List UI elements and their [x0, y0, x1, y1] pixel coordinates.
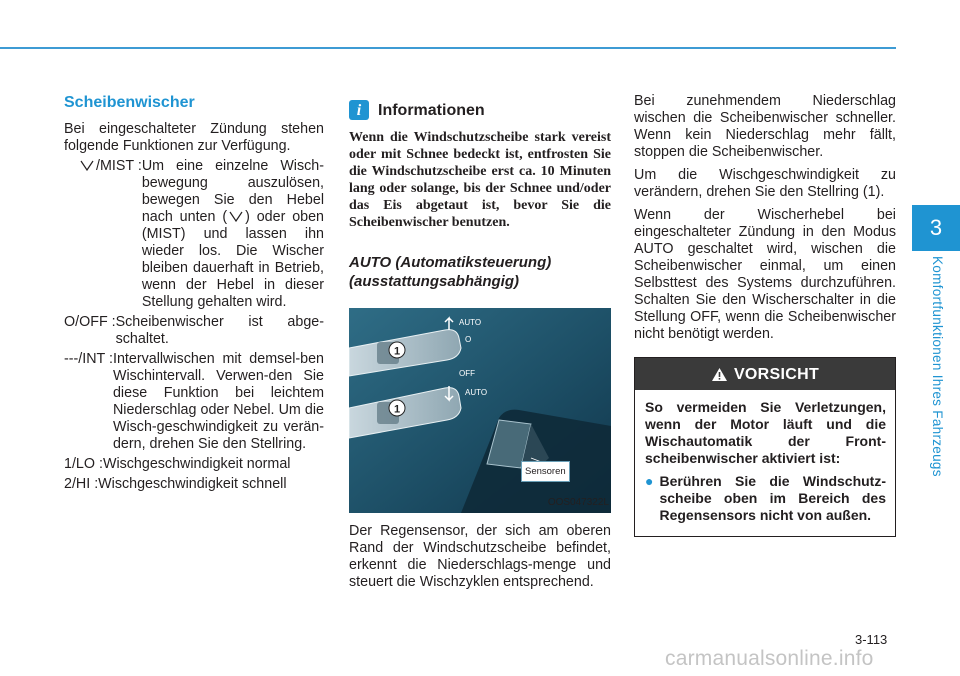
chapter-number-tab: 3 — [912, 205, 960, 251]
paragraph-2: Um die Wischgeschwindigkeit zu verändern, drehen Sie den Stellring (1). — [634, 167, 896, 200]
mode-hi-term: 2/HI : — [64, 476, 99, 492]
mode-mist-term — [64, 158, 142, 311]
caution-title: VORSICHT — [733, 365, 820, 383]
mode-int — [64, 351, 324, 453]
mode-mist-desc-a: Um eine einzelne Wisch-bewegung auszulösen, bewegen Sie den Hebel nach unten ( — [141, 158, 324, 225]
wiper-section — [64, 93, 324, 493]
wiper-lever-figure — [349, 308, 611, 513]
mode-hi — [64, 476, 324, 493]
paragraph-3: Wenn der Wischerhebel bei eingeschalteter Zündung in den Modus AUTO geschaltet wird, wischen die Scheibenwischer einmal, um einen Selbsttest des Systems durchzuführen. Schalten Sie den Wischerschalter in die Stellung OFF, wenn die Scheibenwischer nicht benötigt werden. — [634, 207, 896, 342]
auto-continued-section — [634, 93, 896, 537]
info-icon: i — [349, 100, 369, 120]
mode-int-term: ---/INT : — [64, 351, 113, 367]
watermark: carmanualsonline.info — [665, 647, 874, 670]
header-rule — [0, 47, 896, 49]
chevron-down-icon — [229, 211, 243, 222]
paragraph-1: Bei zunehmendem Niederschlag wischen die Scheibenwischer schneller. Wenn kein Niederschlag mehr fällt, stoppen die Scheibenwischer. — [634, 93, 896, 160]
chevron-down-icon — [80, 160, 94, 171]
caution-intro: So vermeiden Sie Verletzungen, wenn der Motor läuft und die Wischautomatik der Front-scheibenwischer aktiviert ist: — [645, 399, 886, 466]
label-auto-bottom: AUTO — [465, 388, 488, 397]
caution-bullet — [645, 473, 886, 524]
label-o: O — [465, 335, 472, 344]
bullet-dot-icon: ● — [645, 473, 654, 489]
rain-sensor-text: Der Regensensor, der sich am oberen Rand der Windschutzscheibe befindet, erkennt die Niederschlags-menge und steuert die Wischzyklen entsprechend. — [349, 523, 611, 590]
caution-body — [635, 390, 895, 536]
label-off: OFF — [459, 369, 475, 378]
mode-int-desc: Intervallwischen mit demsel-ben Wischintervall. Verwen-den Sie diese Funktion bei leichtem Niederschlag oder Nebel. Um die Wisch-geschwindigkeit zu verän-dern, drehen Sie den Stellring. — [112, 351, 324, 452]
info-auto-section — [349, 100, 611, 591]
wiper-lever-illustration — [349, 308, 611, 513]
mode-off-desc: Scheibenwischer ist abge-schaltet. — [115, 314, 324, 347]
caution-header — [635, 358, 895, 390]
auto-heading: AUTO (Automatiksteuerung) (ausstattungsabhängig) — [349, 254, 552, 290]
mode-lo-desc: Wischgeschwindigkeit normal — [102, 456, 291, 472]
mode-hi-desc: Wischgeschwindigkeit schnell — [98, 476, 287, 492]
wiper-intro: Bei eingeschalteter Zündung stehen folgende Funktionen zur Verfügung. — [64, 121, 324, 154]
mode-mist-term-text: /MIST : — [96, 158, 142, 174]
caution-box — [634, 357, 896, 537]
caution-bullet-text: Berühren Sie die Windschutz-scheibe oben im Bereich des Regensensors nicht von außen. — [659, 473, 886, 523]
mode-off — [64, 314, 324, 348]
sensor-label: Sensoren — [521, 461, 570, 482]
callout-lower: 1 — [393, 403, 401, 416]
wiper-heading: Scheibenwischer — [64, 94, 195, 111]
info-title: Informationen — [378, 101, 485, 119]
mode-lo — [64, 456, 324, 473]
label-auto-top: AUTO — [459, 318, 482, 327]
warning-triangle-icon — [711, 367, 728, 382]
mode-mist — [64, 158, 324, 311]
mode-mist-desc-b: ) oder oben (MIST) und lassen ihn wieder los. Die Wischer bleiben dauerhaft in Betrieb, wenn der Hebel in dieser Stellung gehalten wird. — [141, 209, 324, 310]
mode-mist-desc — [142, 158, 324, 311]
mode-lo-term: 1/LO : — [64, 456, 103, 472]
page-number: 3-113 — [855, 632, 888, 647]
mode-off-term: O/OFF : — [64, 314, 116, 330]
info-text: Wenn die Windschutzscheibe stark vereist oder mit Schnee bedeckt ist, entfrosten Sie die Windschutzscheibe erst ca. 10 Minuten lang oder solange, bis der Schnee und/oder das Eis abgetaut ist, bevor Sie die Scheibenwischer benutzen. — [349, 130, 611, 230]
info-header — [349, 100, 611, 120]
chapter-side-title: Komfortfunktionen Ihres Fahrzeugs — [930, 256, 945, 477]
callout-upper: 1 — [393, 345, 401, 358]
figure-code: OOS047322L — [547, 497, 609, 508]
